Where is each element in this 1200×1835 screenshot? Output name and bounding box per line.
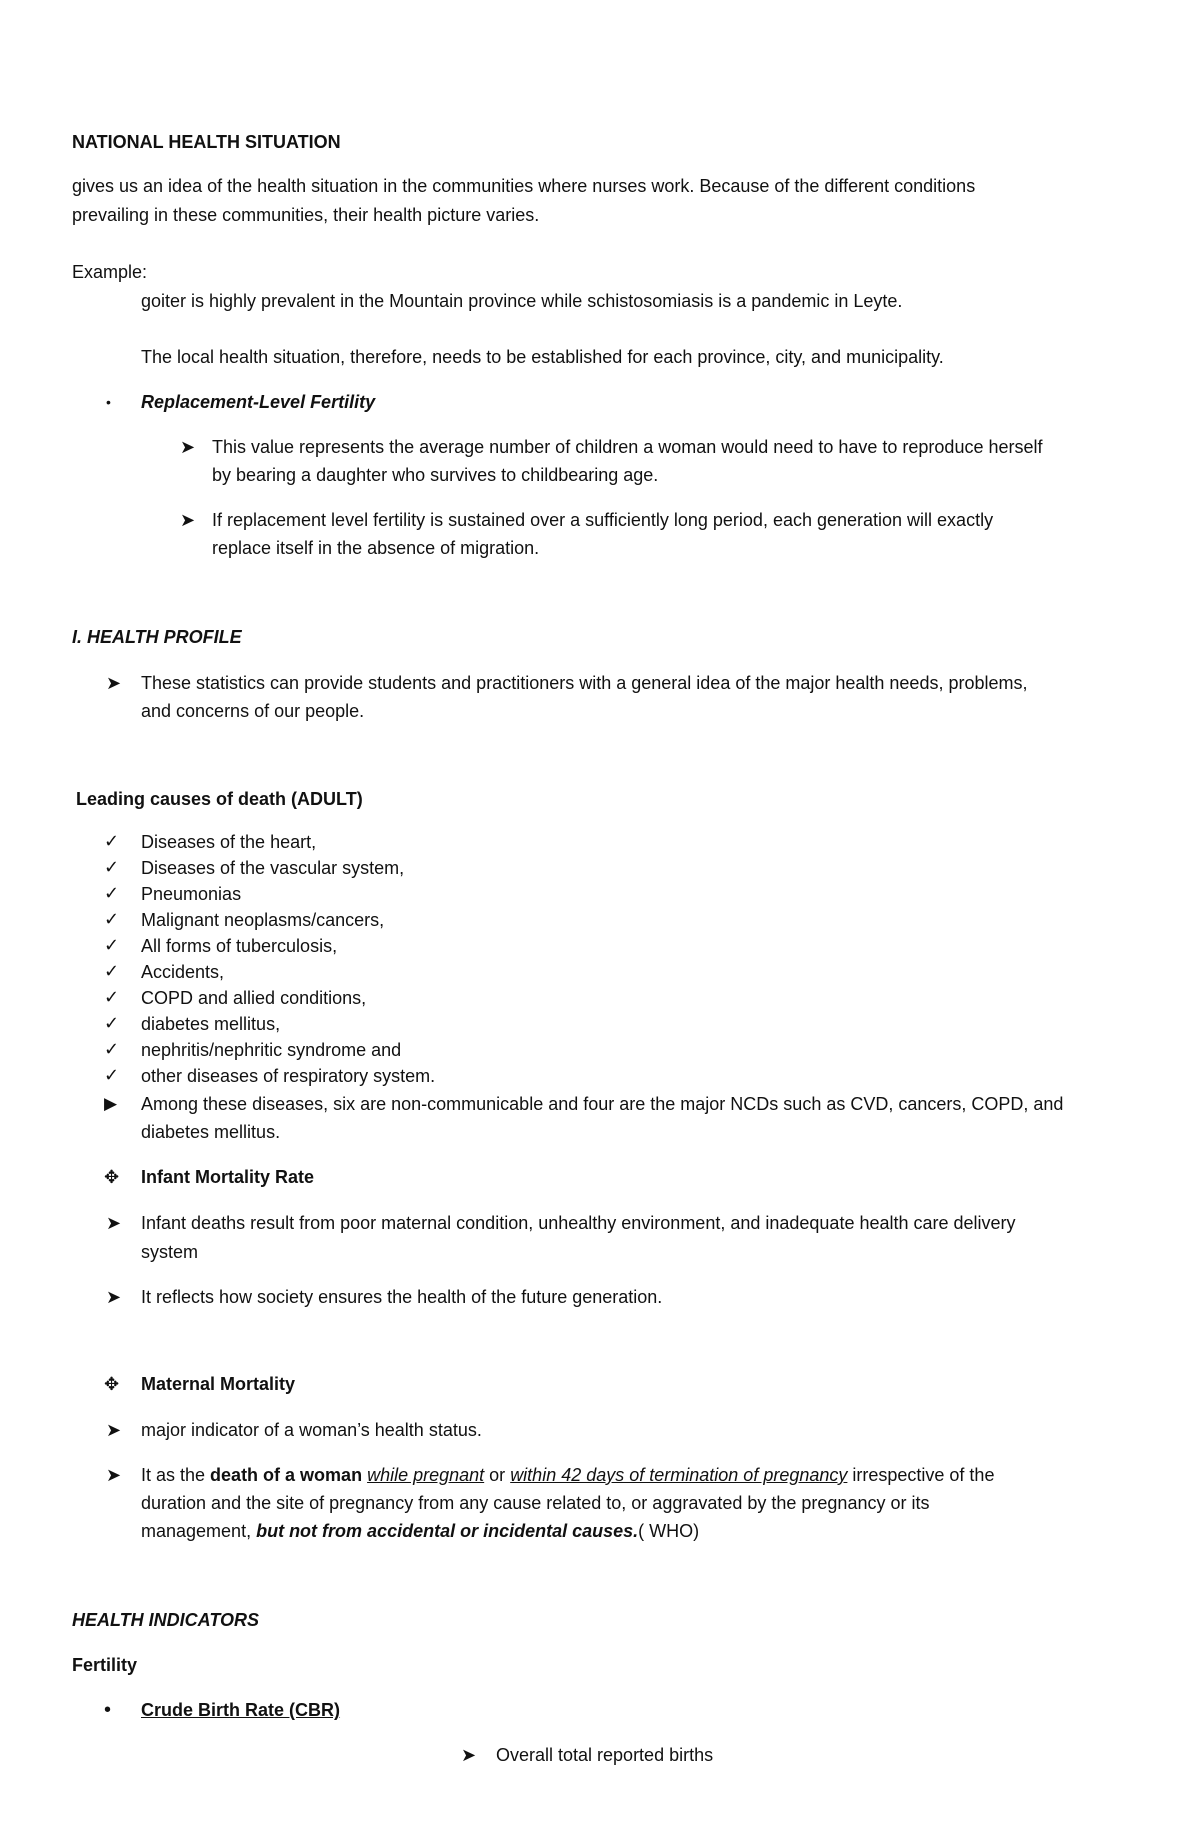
arrowhead-icon: ➤ [180,437,196,457]
cause-item: Accidents, [141,962,225,982]
mm-bold-phrase: death of a woman [210,1465,363,1485]
cause-item: other diseases of respiratory system. [141,1066,436,1086]
four-diamond-icon: ✥ [104,1167,120,1187]
checkmark-icon: ✓ [104,987,120,1007]
causes-note-line-1: Among these diseases, six are non-communicable and four are the major NCDs such as CVD, cancers, COPD, and [141,1094,1064,1114]
checkmark-icon: ✓ [104,1065,120,1085]
page-title: NATIONAL HEALTH SITUATION [72,132,341,152]
causes-note-line-2: diabetes mellitus. [141,1122,281,1142]
rlf-point-2-line-2: replace itself in the absence of migration. [212,538,540,558]
arrowhead-icon: ➤ [180,510,196,530]
rlf-point-1-line-1: This value represents the average number of children a woman would need to have to reproduce herself [212,437,1043,457]
mm-text: management, [141,1521,257,1541]
health-profile-title: I. HEALTH PROFILE [72,627,242,647]
causes-title: Leading causes of death (ADULT) [76,789,363,809]
mm-bold-italic-phrase: but not from accidental or incidental causes. [256,1521,639,1541]
checkmark-icon: ✓ [104,831,120,851]
mm-point-1: major indicator of a woman’s health status. [141,1420,482,1440]
mm-title: Maternal Mortality [141,1374,296,1394]
imr-point-1-line-1: Infant deaths result from poor maternal condition, unhealthy environment, and inadequate health care delivery [141,1213,1016,1233]
example-label: Example: [72,262,148,282]
checkmark-icon: ✓ [104,961,120,981]
bullet-icon: • [106,394,111,410]
fertility-heading: Fertility [72,1655,138,1675]
health-profile-line-2: and concerns of our people. [141,701,365,721]
cbr-title: Crude Birth Rate (CBR) [141,1700,341,1720]
cause-item: Pneumonias [141,884,242,904]
checkmark-icon: ✓ [104,857,120,877]
cause-item: Diseases of the vascular system, [141,858,405,878]
example-line-1: goiter is highly prevalent in the Mountain province while schistosomiasis is a pandemic in Leyte. [141,291,903,311]
intro-line-2: prevailing in these communities, their health picture varies. [72,205,540,225]
mm-text: It as the [141,1465,211,1485]
rlf-title: Replacement-Level Fertility [141,392,376,412]
checkmark-icon: ✓ [104,1039,120,1059]
arrowhead-icon: ➤ [106,1213,122,1233]
mm-point-2-line-2: duration and the site of pregnancy from any cause related to, or aggravated by the pregnancy or its [141,1493,930,1513]
mm-text: ( WHO) [638,1521,700,1541]
mm-point-2-line-3 [141,1519,699,1543]
imr-title: Infant Mortality Rate [141,1167,315,1187]
cause-item: Diseases of the heart, [141,832,317,852]
checkmark-icon: ✓ [104,883,120,903]
cause-item: COPD and allied conditions, [141,988,367,1008]
arrowhead-icon: ➤ [461,1745,477,1765]
arrowhead-icon: ➤ [106,1287,122,1307]
arrowhead-icon: ➤ [106,1420,122,1440]
triangle-icon: ▶ [104,1094,118,1113]
intro-line-1: gives us an idea of the health situation in the communities where nurses work. Because of the different conditions [72,176,976,196]
health-profile-line-1: These statistics can provide students and practitioners with a general idea of the major health needs, problems, [141,673,1028,693]
checkmark-icon: ✓ [104,935,120,955]
four-diamond-icon: ✥ [104,1374,120,1394]
rlf-point-2-line-1: If replacement level fertility is sustained over a sufficiently long period, each generation will exactly [212,510,994,530]
cause-item: All forms of tuberculosis, [141,936,338,956]
cause-item: diabetes mellitus, [141,1014,281,1034]
mm-text: irrespective of the [847,1465,995,1485]
indicators-title: HEALTH INDICATORS [72,1610,259,1630]
mm-text: or [484,1465,511,1485]
cause-item: nephritis/nephritic syndrome and [141,1040,402,1060]
arrowhead-icon: ➤ [106,1465,122,1485]
checkmark-icon: ✓ [104,909,120,929]
bullet-icon: • [104,1699,112,1721]
cbr-point: Overall total reported births [496,1745,714,1765]
mm-point-2-line-1 [141,1463,994,1487]
checkmark-icon: ✓ [104,1013,120,1033]
arrowhead-icon: ➤ [106,673,122,693]
imr-point-2: It reflects how society ensures the health of the future generation. [141,1287,663,1307]
example-line-2: The local health situation, therefore, needs to be established for each province, city, and municipality. [141,347,944,367]
rlf-point-1-line-2: by bearing a daughter who survives to childbearing age. [212,465,659,485]
cause-item: Malignant neoplasms/cancers, [141,910,385,930]
mm-underlined-phrase: while pregnant [367,1465,485,1485]
mm-underlined-phrase: within 42 days of termination of pregnancy [510,1465,848,1485]
imr-point-1-line-2: system [141,1242,199,1262]
